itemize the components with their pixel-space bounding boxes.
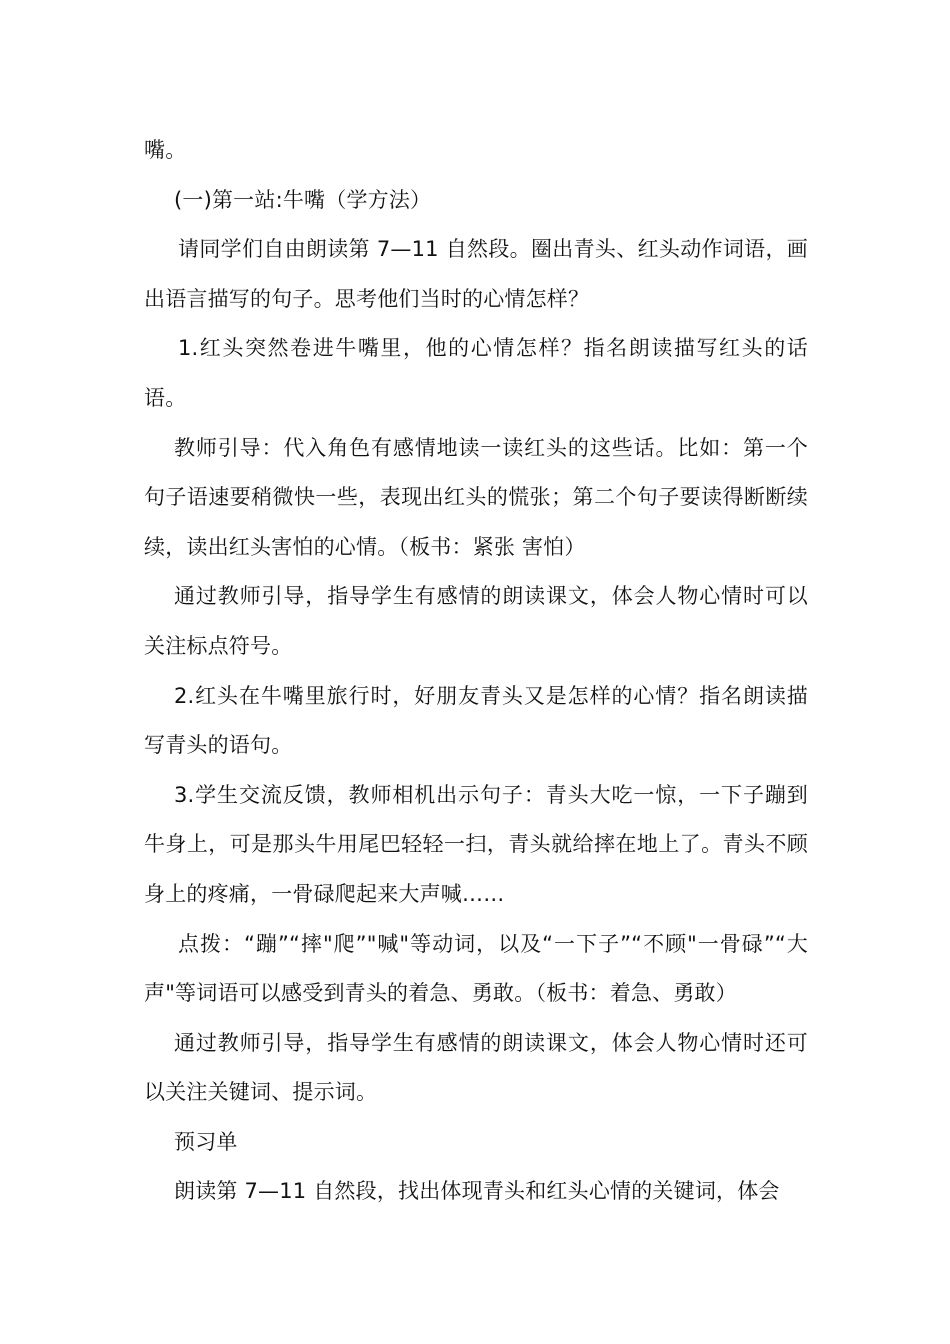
paragraph-step-2: 2.红头在牛嘴里旅行时，好朋友青头又是怎样的心情？指名朗读描写青头的语句。 <box>144 683 808 758</box>
paragraph-summary-1: 通过教师引导，指导学生有感情的朗读课文，体会人物心情时可以关注标点符号。 <box>144 584 808 658</box>
paragraph-hint: 点拨：“蹦”“摔"爬”"喊"等动词，以及“一下子”“不顾"一骨碌”“大声"等词语可以感受到青头的着急、勇敢。（板书：着急、勇敢） <box>144 931 808 1006</box>
paragraph-teacher-guide: 教师引导：代入角色有感情地读一读红头的这些话。比如：第一个句子语速要稍微快一些，表现出红头的慌张；第二个句子要读得断断续续，读出红头害怕的心情。（板书：紧张 害怕） <box>144 435 808 559</box>
body-text <box>144 126 808 1217</box>
paragraph-preview-title: 预习单 <box>174 1129 238 1154</box>
paragraph-summary-2: 通过教师引导，指导学生有感情的朗读课文，体会人物心情时还可以关注关键词、提示词。 <box>144 1030 808 1105</box>
paragraph-step-3: 3.学生交流反馈，教师相机出示句子：青头大吃一惊，一下子蹦到牛身上，可是那头牛用尾巴轻轻一扫，青头就给摔在地上了。青头不顾身上的疼痛，一骨碌爬起来大声喊…… <box>144 782 808 906</box>
paragraph-step-1: 1.红头突然卷进牛嘴里，他的心情怎样？指名朗读描写红头的话语。 <box>144 336 808 410</box>
paragraph-continuation: 嘴。 <box>144 138 187 162</box>
paragraph-preview-task: 朗读第 7—11 自然段，找出体现青头和红头心情的关键词，体会 <box>174 1179 780 1204</box>
paragraph-instruction: 请同学们自由朗读第 7—11 自然段。圈出青头、红头动作词语，画出语言描写的句子。思考他们当时的心情怎样？ <box>144 237 808 311</box>
section-heading: (一)第一站:牛嘴（学方法） <box>174 187 432 212</box>
